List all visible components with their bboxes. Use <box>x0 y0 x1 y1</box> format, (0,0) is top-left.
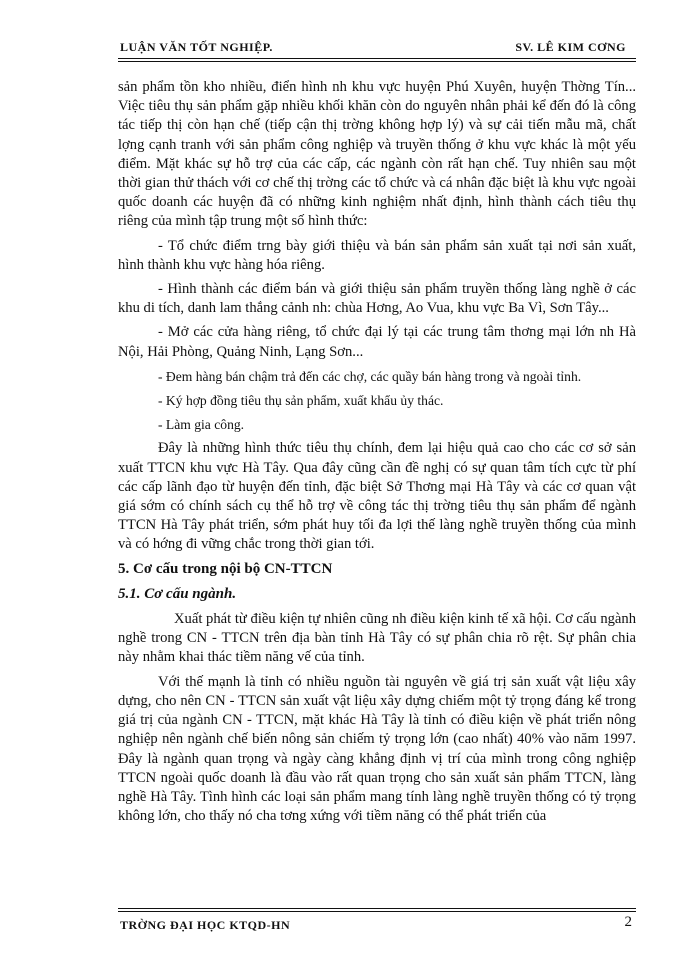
section-heading: 5. Cơ cấu trong nội bộ CN-TTCN <box>118 560 333 577</box>
page-frame <box>118 30 638 938</box>
list-item: - Đem hàng bán chậm trả đến các chợ, các quầy bán hàng trong và ngoài tỉnh. <box>158 368 582 384</box>
subsection-heading: 5.1. Cơ cấu ngành. <box>118 585 237 602</box>
footer-university: TRỜNG ĐẠI HỌC KTQD-HN <box>120 918 291 932</box>
paragraph-strengths: Với thế mạnh là tỉnh có nhiều nguồn tài nguyên về giá trị sản xuất vật liệu xây dựng, cho nên CN - TTCN sản xuất vật liệu xây dựng chiếm một tỷ trọng đáng kể trong giá trị của ngành CN - TTCN, mặt khác Hà Tây là tỉnh có điều kiện về phát triển nông nghiệp nên ngành chế biến nông sản chiếm tỷ trọng lớn (cao nhất) 40% vào năm 1997. Đây là ngành quan trọng và ngày càng khẳng định vị trí của mình trong công nghiệp TTCN ngoài quốc doanh là đầu vào rất quan trọng cho sản xuất sản phẩm TTCN, làng nghề Hà Tây. Tình hình các loại sản phẩm mang tính làng nghề truyền thống có tỷ trọng không lớn, cho thấy nó cha tơng xứng với tiềm năng có thể phát triển của <box>118 673 636 825</box>
list-item: - Làm gia công. <box>158 417 245 433</box>
list-item: - Tổ chức điểm trng bày giới thiệu và bán sản phẩm sản xuất tại nơi sản xuất, hình thành khu vực hàng hóa riêng. <box>118 237 636 273</box>
list-item: - Mở các cửa hàng riêng, tổ chức đại lý tại các trung tâm thơng mại lớn nh Hà Nội, Hải Phòng, Quảng Ninh, Lạng Sơn... <box>118 324 636 360</box>
document-body <box>118 78 636 831</box>
paragraph-structure: Xuất phát từ điều kiện tự nhiên cũng nh điều kiện kinh tế xã hội. Cơ cấu ngành nghề trong CN - TTCN trên địa bàn tỉnh Hà Tây có sự phân chia rõ rệt. Sự phân chia này nhằm khai thác tiềm năng vế của tỉnh. <box>118 611 636 666</box>
page-footer <box>118 908 636 932</box>
list-item: - Hình thành các điểm bán và giới thiệu sản phẩm truyền thống làng nghề ở các khu di tích, danh lam thắng cảnh nh: chùa Hơng, Ao Vua, khu vực Ba Vì, Sơn Tây... <box>118 281 636 317</box>
paragraph-intro: sản phẩm tồn kho nhiều, điển hình nh khu vực huyện Phú Xuyên, huyện Thờng Tín... Việc tiêu thụ sản phẩm gặp nhiều khối khăn còn do nguyên nhân phải kể đến đó là công tác tiếp thị còn hạn chế (tiếp cận thị trờng không hợp lý) và sự cải tiến mẫu mã, chất lợng cạnh tranh với sản phẩm công nghiệp và truyền thống ở khu vực khác là một yếu điểm. Mặt khác sự hỗ trợ của các cấp, các ngành còn rất hạn chế. Tuy nhiên sau một thời gian thử thách với cơ chế thị trờng các tổ chức và cá nhân đặc biệt là khu vực ngoài quốc doanh các huyện đã có những kinh nghiệm nhất định, hình thành cách tiêu thụ riêng của mình tập trung một số hình thức: <box>118 79 636 230</box>
header-author: SV. LÊ KIM CƠNG <box>515 40 626 54</box>
header-thesis-title: LUẬN VĂN TỐT NGHIỆP. <box>120 40 273 54</box>
paragraph-summary: Đây là những hình thức tiêu thụ chính, đem lại hiệu quả cao cho các cơ sở sản xuất TTCN khu vực Hà Tây. Qua đây cũng cần đề nghị có sự quan tâm tích cực từ phí các cấp lãnh đạo từ huyện đến tỉnh, đặc biệt Sở Thơng mại Hà Tây và các cơ quan vật giá sớm có chính sách cụ thể hỗ trợ về công tác thị trờng tiêu thụ sản phẩm để ngành TTCN Hà Tây phát triển, sớm phát huy tối đa lợi thế làng nghề truyền thống của mình và có hớng đi vững chắc trong thời gian tới. <box>118 440 636 553</box>
page-header <box>118 38 636 62</box>
page-number: 2 <box>624 914 632 930</box>
list-item: - Ký hợp đồng tiêu thụ sản phẩm, xuất khẩu ủy thác. <box>158 393 444 409</box>
